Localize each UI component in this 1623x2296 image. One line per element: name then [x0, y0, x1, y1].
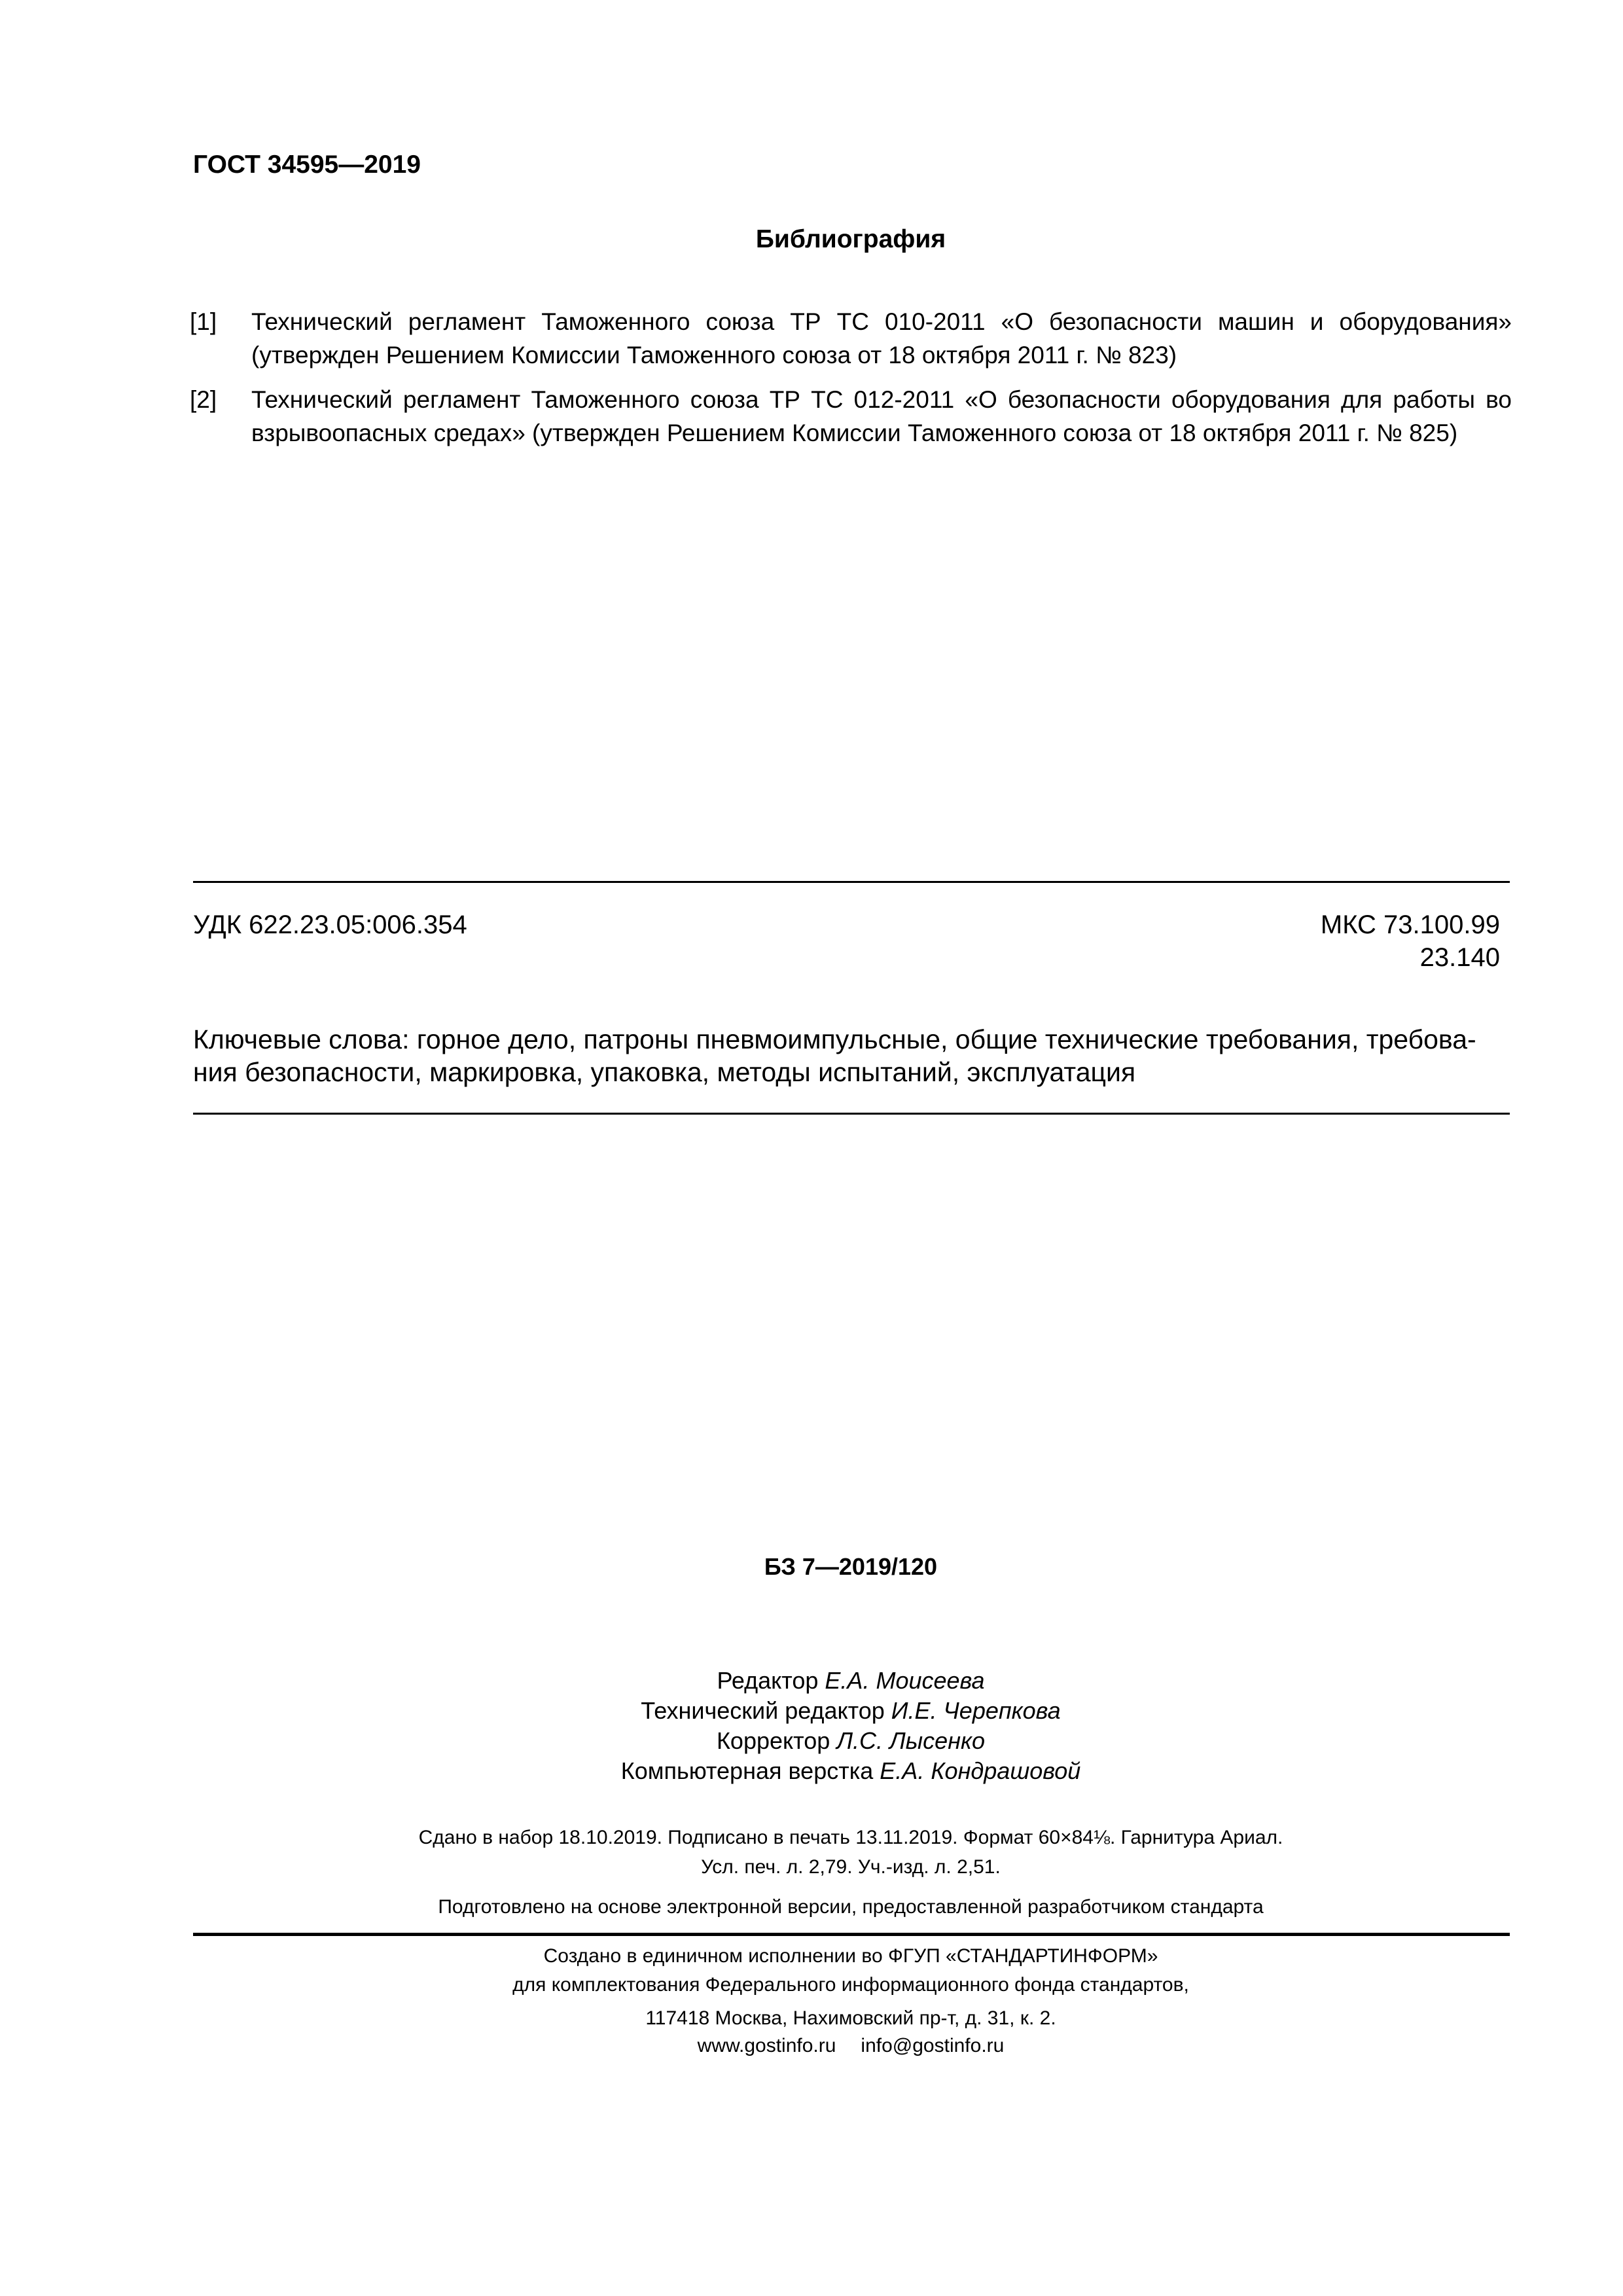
staff-role: Корректор	[716, 1727, 830, 1754]
staff-role: Компьютерная верстка	[620, 1757, 874, 1784]
divider-middle	[193, 1113, 1510, 1115]
contacts-line	[0, 2032, 1623, 2060]
created-line1: Создано в единичном исполнении во ФГУП «СТАНДАРТИНФОРМ»	[543, 1945, 1158, 1967]
bibliography-entry-text: Технический регламент Таможенного союза ТР ТС 010-2011 «О безопасности машин и оборудования» (утвержден Решением Комиссии Таможенного союза от 18 октября 2011 г. № 823)	[251, 308, 1512, 368]
mks-codes	[1321, 908, 1500, 974]
print-info-line1: Сдано в набор 18.10.2019. Подписано в печать 13.11.2019. Формат 60×84⅛. Гарнитура Ариал.	[418, 1827, 1283, 1848]
staff-line	[0, 1696, 1623, 1726]
staff-name: И.Е. Черепкова	[891, 1697, 1061, 1724]
mks-code-line1: МКС 73.100.99	[1320, 910, 1500, 939]
created-line2: для комплектования Федерального информационного фонда стандартов,	[512, 1974, 1189, 1996]
keywords: Ключевые слова: горное дело, патроны пневмоимпульсные, общие технические требования, требова-ния безопасности, маркировка, упаковка, методы испытаний, эксплуатация	[193, 1024, 1476, 1087]
staff-line	[0, 1756, 1623, 1786]
divider-bottom	[193, 1933, 1510, 1936]
print-info	[0, 1823, 1623, 1882]
bibliography-entry-number: [2]	[190, 386, 217, 413]
staff-line	[0, 1726, 1623, 1756]
staff-role: Редактор	[717, 1667, 819, 1694]
staff-credits	[0, 1666, 1623, 1786]
staff-role: Технический редактор	[641, 1697, 885, 1724]
print-info-line2: Усл. печ. л. 2,79. Уч.-изд. л. 2,51.	[701, 1856, 1001, 1878]
divider-top	[193, 881, 1510, 883]
staff-name: Е.А. Моисеева	[825, 1667, 985, 1694]
udk-code: УДК 622.23.05:006.354	[193, 910, 467, 939]
email-link[interactable]: info@gostinfo.ru	[861, 2035, 1005, 2056]
address-line: 117418 Москва, Нахимовский пр-т, д. 31, к. 2.	[645, 2007, 1056, 2029]
created-note	[0, 1942, 1623, 2000]
document-code: ГОСТ 34595—2019	[193, 151, 421, 179]
section-title-text: Библиография	[755, 225, 946, 253]
bz-number: БЗ 7—2019/120	[764, 1553, 938, 1580]
mks-code-line2: 23.140	[1419, 943, 1500, 972]
bibliography-entry-text: Технический регламент Таможенного союза ТР ТС 012-2011 «О безопасности оборудования для работы во взрывоопасных средах» (утвержден Решением Комиссии Таможенного союза от 18 октября 2011 г. № 825)	[251, 386, 1512, 446]
bibliography-entry	[190, 383, 1512, 450]
prepared-note: Подготовлено на основе электронной версии, предоставленной разработчиком стандарта	[438, 1896, 1264, 1918]
staff-name: Е.А. Кондрашовой	[880, 1757, 1081, 1784]
bibliography-entry-number: [1]	[190, 308, 217, 335]
section-title	[0, 224, 1623, 255]
website-link[interactable]: www.gostinfo.ru	[697, 2035, 836, 2056]
bibliography-entry	[190, 305, 1512, 372]
staff-line	[0, 1666, 1623, 1696]
publisher-address	[0, 2005, 1623, 2060]
staff-name: Л.С. Лысенко	[836, 1727, 986, 1754]
